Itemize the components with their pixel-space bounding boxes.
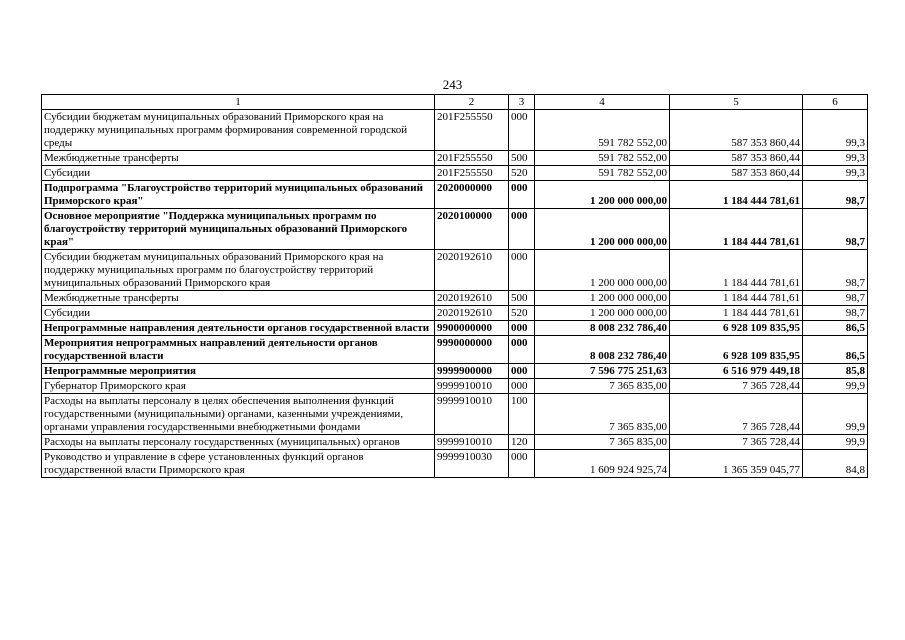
expense-type-cell: 000 — [509, 209, 535, 250]
table-row — [42, 450, 868, 478]
item-name-cell: Расходы на выплаты персоналу государственных (муниципальных) органов — [42, 435, 435, 450]
expense-type-cell: 000 — [509, 250, 535, 291]
target-code-cell: 2020192610 — [435, 250, 509, 291]
executed-amount-cell: 1 184 444 781,61 — [670, 291, 803, 306]
target-code-cell: 9999910030 — [435, 450, 509, 478]
target-code-cell: 9990000000 — [435, 336, 509, 364]
table-row — [42, 110, 868, 151]
item-name-cell: Субсидии бюджетам муниципальных образований Приморского края на поддержку муниципальных программ по благоустройству территорий муниципальных образований Приморского края — [42, 250, 435, 291]
executed-amount-cell: 6 928 109 835,95 — [670, 336, 803, 364]
target-code-cell: 9900000000 — [435, 321, 509, 336]
expense-type-cell: 000 — [509, 364, 535, 379]
planned-amount-cell: 8 008 232 786,40 — [535, 321, 670, 336]
execution-percent-cell: 99,3 — [803, 166, 868, 181]
planned-amount-cell: 7 365 835,00 — [535, 435, 670, 450]
item-name-cell: Субсидии — [42, 306, 435, 321]
execution-percent-cell: 99,9 — [803, 394, 868, 435]
item-name-cell: Непрограммные направления деятельности органов государственной власти — [42, 321, 435, 336]
execution-percent-cell: 85,8 — [803, 364, 868, 379]
item-name-cell: Руководство и управление в сфере установленных функций органов государственной власти Приморского края — [42, 450, 435, 478]
expense-type-cell: 100 — [509, 394, 535, 435]
executed-amount-cell: 6 928 109 835,95 — [670, 321, 803, 336]
table-row — [42, 379, 868, 394]
header-cell: 3 — [509, 95, 535, 110]
executed-amount-cell: 1 184 444 781,61 — [670, 181, 803, 209]
execution-percent-cell: 99,3 — [803, 110, 868, 151]
table-row — [42, 166, 868, 181]
planned-amount-cell: 591 782 552,00 — [535, 166, 670, 181]
expense-type-cell: 000 — [509, 181, 535, 209]
executed-amount-cell: 7 365 728,44 — [670, 435, 803, 450]
header-cell: 6 — [803, 95, 868, 110]
table-row — [42, 291, 868, 306]
target-code-cell: 9999910010 — [435, 394, 509, 435]
executed-amount-cell: 6 516 979 449,18 — [670, 364, 803, 379]
execution-percent-cell: 99,3 — [803, 151, 868, 166]
execution-percent-cell: 98,7 — [803, 306, 868, 321]
expense-type-cell: 520 — [509, 306, 535, 321]
item-name-cell: Расходы на выплаты персоналу в целях обеспечения выполнения функций государственными (муниципальными) органами, казенными учреждениями, органами управления государственными внебюджетными фондами — [42, 394, 435, 435]
header-cell: 5 — [670, 95, 803, 110]
table-header-row — [42, 95, 868, 110]
executed-amount-cell: 587 353 860,44 — [670, 166, 803, 181]
executed-amount-cell: 587 353 860,44 — [670, 110, 803, 151]
table-row — [42, 364, 868, 379]
table-row — [42, 250, 868, 291]
planned-amount-cell: 1 609 924 925,74 — [535, 450, 670, 478]
expense-type-cell: 000 — [509, 379, 535, 394]
executed-amount-cell: 1 184 444 781,61 — [670, 306, 803, 321]
executed-amount-cell: 1 184 444 781,61 — [670, 209, 803, 250]
executed-amount-cell: 1 365 359 045,77 — [670, 450, 803, 478]
executed-amount-cell: 7 365 728,44 — [670, 394, 803, 435]
budget-table-body — [42, 95, 868, 478]
table-row — [42, 209, 868, 250]
planned-amount-cell: 7 365 835,00 — [535, 394, 670, 435]
executed-amount-cell: 7 365 728,44 — [670, 379, 803, 394]
planned-amount-cell: 1 200 000 000,00 — [535, 181, 670, 209]
item-name-cell: Непрограммные мероприятия — [42, 364, 435, 379]
execution-percent-cell: 99,9 — [803, 379, 868, 394]
execution-percent-cell: 98,7 — [803, 209, 868, 250]
execution-percent-cell: 84,8 — [803, 450, 868, 478]
planned-amount-cell: 591 782 552,00 — [535, 110, 670, 151]
header-cell: 4 — [535, 95, 670, 110]
planned-amount-cell: 1 200 000 000,00 — [535, 209, 670, 250]
item-name-cell: Субсидии бюджетам муниципальных образований Приморского края на поддержку муниципальных программ формирования современной городской среды — [42, 110, 435, 151]
execution-percent-cell: 98,7 — [803, 250, 868, 291]
target-code-cell: 9999910010 — [435, 379, 509, 394]
target-code-cell: 2020192610 — [435, 291, 509, 306]
table-row — [42, 435, 868, 450]
execution-percent-cell: 86,5 — [803, 321, 868, 336]
expense-type-cell: 000 — [509, 336, 535, 364]
table-row — [42, 394, 868, 435]
item-name-cell: Мероприятия непрограммных направлений деятельности органов государственной власти — [42, 336, 435, 364]
target-code-cell: 201F255550 — [435, 151, 509, 166]
page-number: 243 — [442, 77, 463, 92]
execution-percent-cell: 98,7 — [803, 291, 868, 306]
planned-amount-cell: 1 200 000 000,00 — [535, 306, 670, 321]
item-name-cell: Межбюджетные трансферты — [42, 151, 435, 166]
executed-amount-cell: 587 353 860,44 — [670, 151, 803, 166]
target-code-cell: 9999910010 — [435, 435, 509, 450]
budget-table — [41, 94, 868, 478]
planned-amount-cell: 7 596 775 251,63 — [535, 364, 670, 379]
target-code-cell: 201F255550 — [435, 110, 509, 151]
target-code-cell: 2020100000 — [435, 209, 509, 250]
expense-type-cell: 000 — [509, 321, 535, 336]
target-code-cell: 2020192610 — [435, 306, 509, 321]
item-name-cell: Основное мероприятие "Поддержка муниципальных программ по благоустройству территорий муниципальных образований Приморского края" — [42, 209, 435, 250]
table-row — [42, 321, 868, 336]
table-row — [42, 151, 868, 166]
target-code-cell: 201F255550 — [435, 166, 509, 181]
expense-type-cell: 000 — [509, 110, 535, 151]
item-name-cell: Межбюджетные трансферты — [42, 291, 435, 306]
expense-type-cell: 500 — [509, 151, 535, 166]
execution-percent-cell: 98,7 — [803, 181, 868, 209]
planned-amount-cell: 1 200 000 000,00 — [535, 250, 670, 291]
planned-amount-cell: 1 200 000 000,00 — [535, 291, 670, 306]
target-code-cell: 9999900000 — [435, 364, 509, 379]
execution-percent-cell: 86,5 — [803, 336, 868, 364]
item-name-cell: Губернатор Приморского края — [42, 379, 435, 394]
header-cell: 1 — [42, 95, 435, 110]
expense-type-cell: 520 — [509, 166, 535, 181]
item-name-cell: Субсидии — [42, 166, 435, 181]
header-cell: 2 — [435, 95, 509, 110]
table-row — [42, 306, 868, 321]
table-row — [42, 336, 868, 364]
executed-amount-cell: 1 184 444 781,61 — [670, 250, 803, 291]
expense-type-cell: 120 — [509, 435, 535, 450]
table-row — [42, 181, 868, 209]
planned-amount-cell: 591 782 552,00 — [535, 151, 670, 166]
expense-type-cell: 000 — [509, 450, 535, 478]
item-name-cell: Подпрограмма "Благоустройство территорий муниципальных образований Приморского края" — [42, 181, 435, 209]
planned-amount-cell: 8 008 232 786,40 — [535, 336, 670, 364]
expense-type-cell: 500 — [509, 291, 535, 306]
target-code-cell: 2020000000 — [435, 181, 509, 209]
planned-amount-cell: 7 365 835,00 — [535, 379, 670, 394]
execution-percent-cell: 99,9 — [803, 435, 868, 450]
